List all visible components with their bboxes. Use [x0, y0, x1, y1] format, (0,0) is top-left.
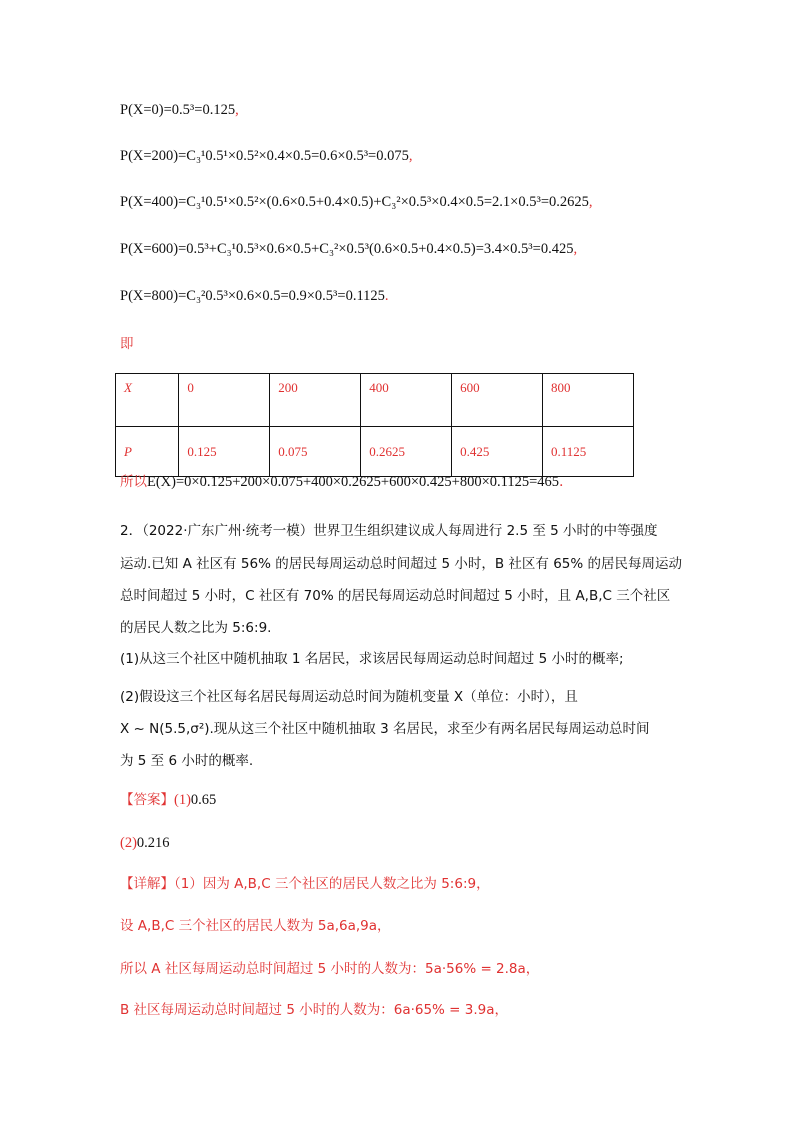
answer-value: 0.216	[136, 835, 170, 851]
detail-line3: 所以 A 社区每周运动总时间超过 5 小时的人数为：5a·56% = 2.8a，	[120, 961, 540, 977]
answer-number: (2)	[120, 835, 137, 851]
expectation-tail: .	[559, 474, 564, 490]
answer-number: (1)	[174, 792, 191, 808]
formula-tail: ,	[408, 148, 413, 164]
question2-line4: 的居民人数之比为 5:6:9.	[120, 620, 272, 636]
answer-value: 0.65	[190, 792, 217, 808]
question2-sub2-line1: (2)假设这三个社区每名居民每周运动总时间为随机变量 X（单位：小时），且	[120, 689, 578, 705]
question2-line1: 2．（2022·广东广州·统考一模）世界卫生组织建议成人每周进行 2.5 至 5 小时的中等强度	[120, 523, 658, 539]
expectation-line	[120, 472, 563, 492]
question2-line3: 总时间超过 5 小时，C 社区有 70% 的居民每周运动总时间超过 5 小时，且 A,B,C 三个社区	[120, 588, 671, 604]
formula-p0	[120, 100, 239, 120]
question2-sub2-line2: X ~ N(5.5,σ²).现从这三个社区中随机抽取 3 名居民，求至少有两名居民每周运动总时间	[120, 721, 650, 737]
formula-p200	[120, 146, 412, 166]
formula-text: P(X=200)=C₃¹0.5¹×0.5²×0.4×0.5=0.6×0.5³=0.075	[120, 148, 409, 164]
table-cell: X	[116, 374, 179, 427]
formula-text: P(X=600)=0.5³+C₃¹0.5³×0.6×0.5+C₃²×0.5³(0.6×0.5+0.4×0.5)=3.4×0.5³=0.425	[120, 241, 574, 257]
distribution-table	[115, 373, 634, 477]
table-cell: 0.075	[270, 427, 361, 477]
table-cell: 200	[270, 374, 361, 427]
formula-p800	[120, 286, 389, 306]
detail-line2: 设 A,B,C 三个社区的居民人数为 5a,6a,9a，	[120, 918, 391, 934]
formula-p600	[120, 239, 577, 259]
table-cell: 0.425	[452, 427, 543, 477]
answer-line1	[120, 790, 216, 810]
table-cell: 400	[361, 374, 452, 427]
question2-sub1: (1)从这三个社区中随机抽取 1 名居民，求该居民每周运动总时间超过 5 小时的概率;	[120, 651, 624, 667]
table-cell: 0.125	[179, 427, 270, 477]
table-cell: 0.2625	[361, 427, 452, 477]
table-row	[116, 374, 634, 427]
formula-tail: .	[384, 288, 389, 304]
table-cell: 600	[452, 374, 543, 427]
detail-line1: 【详解】（1）因为 A,B,C 三个社区的居民人数之比为 5:6:9，	[120, 876, 490, 892]
table-row	[116, 427, 634, 477]
conclusion-ji: 即	[120, 336, 134, 352]
table-cell: P	[116, 427, 179, 477]
expectation-formula: E(X)=0×0.125+200×0.075+400×0.2625+600×0.425+800×0.1125=465	[147, 474, 560, 490]
table-cell: 800	[543, 374, 634, 427]
formula-tail: ,	[235, 102, 239, 118]
formula-text: P(X=400)=C₃¹0.5¹×0.5²×(0.6×0.5+0.4×0.5)+C₃²×0.5³×0.4×0.5=2.1×0.5³=0.2625	[120, 194, 589, 210]
formula-text: P(X=800)=C₃²0.5³×0.6×0.5=0.9×0.5³=0.1125	[120, 288, 385, 304]
expectation-prefix: 所以	[120, 474, 147, 490]
table-cell: 0	[179, 374, 270, 427]
formula-text: P(X=0)=0.5³=0.125	[120, 102, 236, 118]
formula-tail: ,	[588, 194, 593, 210]
question2-sub2-line3: 为 5 至 6 小时的概率.	[120, 753, 254, 769]
formula-tail: ,	[573, 241, 578, 257]
formula-p400	[120, 192, 593, 212]
answer-line2	[120, 833, 170, 853]
answer-label: 【答案】	[120, 792, 174, 808]
question2-line2: 运动.已知 A 社区有 56% 的居民每周运动总时间超过 5 小时，B 社区有 65% 的居民每周运动	[120, 556, 683, 572]
detail-line4: B 社区每周运动总时间超过 5 小时的人数为：6a·65% = 3.9a，	[120, 1002, 509, 1018]
table-cell: 0.1125	[543, 427, 634, 477]
